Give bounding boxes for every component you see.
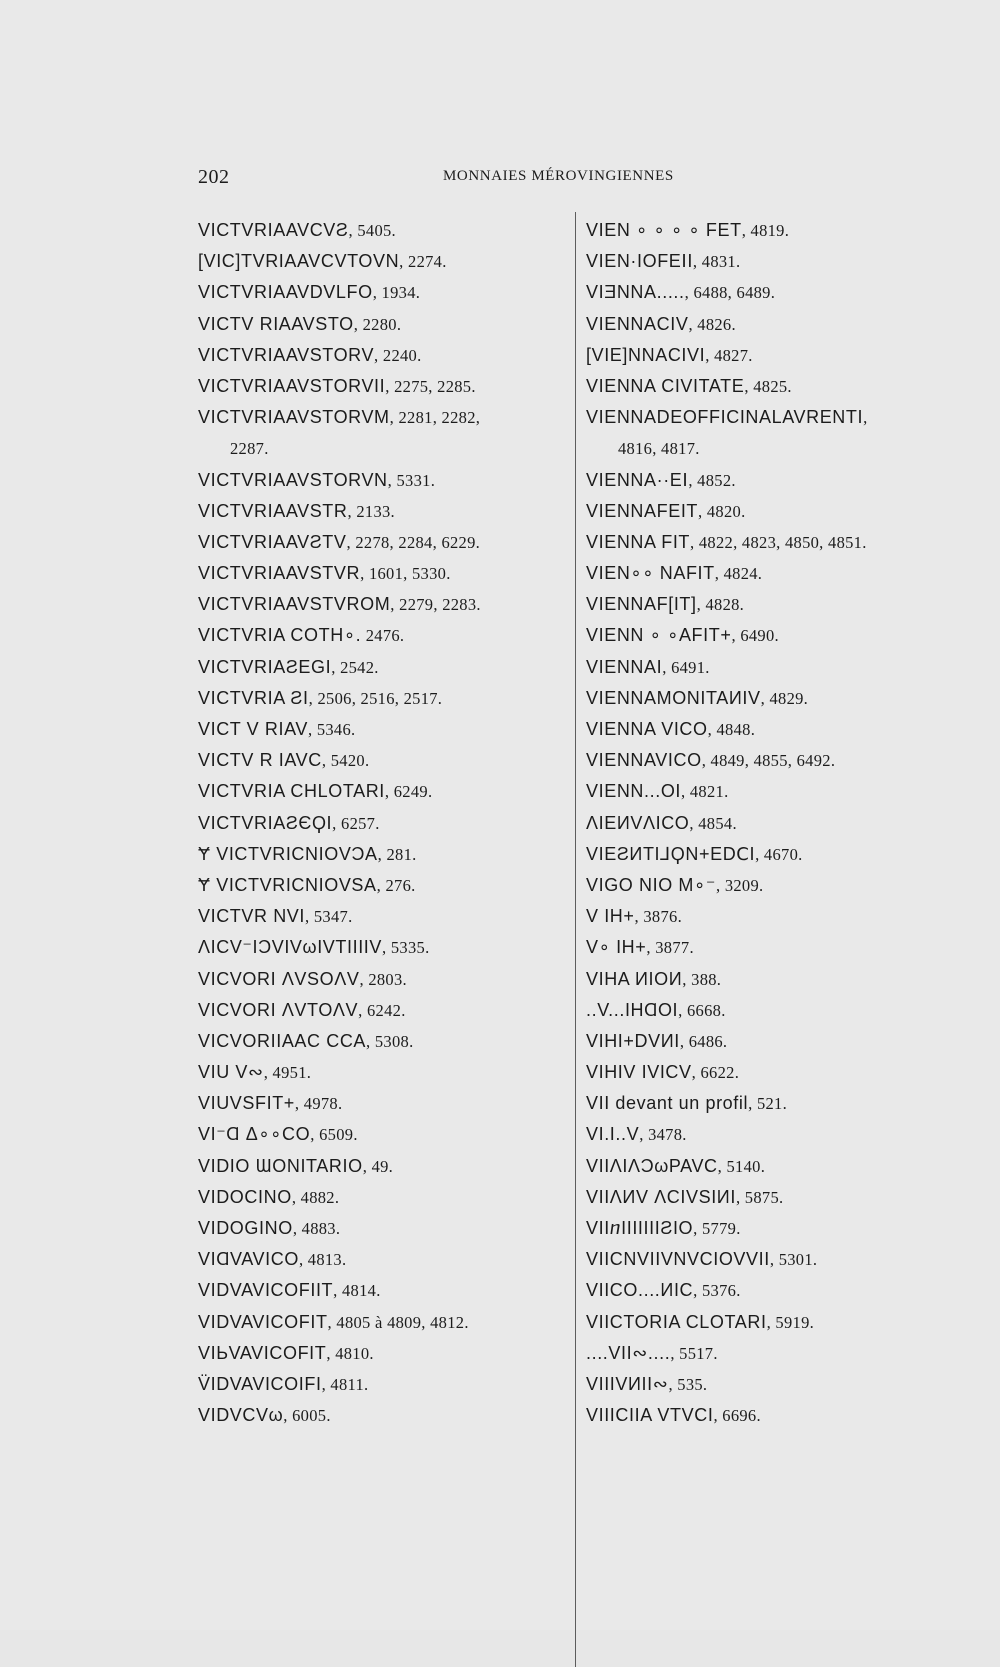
legend-entry bbox=[586, 683, 926, 714]
coin-legend: VIDOGINO bbox=[198, 1218, 293, 1238]
coin-legend: VIⱭVAVICO bbox=[198, 1249, 299, 1270]
coin-legend: VIGO NIO M∘⁻ bbox=[586, 874, 716, 895]
coin-references: , 4827. bbox=[705, 345, 753, 365]
coin-references: , 4978. bbox=[294, 1094, 343, 1114]
coin-legend: VICTVRIAAVDVLFO bbox=[198, 282, 373, 303]
coin-references: , 5405. bbox=[348, 221, 396, 240]
coin-legend: VIICO....ИIC bbox=[586, 1280, 694, 1301]
coin-legend: VIIΛIΛƆωPAVC bbox=[586, 1155, 718, 1176]
legend-entry bbox=[586, 1213, 926, 1244]
coin-legend: VI.I..V bbox=[586, 1124, 640, 1145]
coin-legend: VI⁻Ɑ Δ∘∘CO bbox=[198, 1124, 311, 1145]
coin-legend: VICTVRIA COTH∘. bbox=[198, 625, 362, 646]
legend-entry bbox=[198, 652, 568, 683]
legend-entry bbox=[586, 901, 926, 932]
coin-legend: VICTV RIAAVSTO bbox=[198, 313, 354, 334]
legend-entry bbox=[586, 340, 926, 371]
legend-entry bbox=[586, 620, 926, 651]
legend-entry bbox=[586, 870, 926, 901]
left-column bbox=[198, 215, 568, 1431]
page-number: 202 bbox=[198, 166, 230, 188]
legend-entry bbox=[586, 402, 926, 433]
coin-references: , 5347. bbox=[305, 907, 353, 927]
coin-legend: VICTVRIAAVSTORVN bbox=[198, 469, 388, 490]
legend-entry bbox=[198, 839, 568, 870]
coin-references: , 4882. bbox=[291, 1187, 340, 1207]
legend-entry bbox=[198, 465, 568, 496]
coin-references: , 4829. bbox=[760, 688, 809, 708]
legend-entry bbox=[586, 589, 926, 620]
coin-legend: VIU V∾ bbox=[198, 1062, 264, 1083]
coin-legend: Ɏ VICTVRICNIOVSA bbox=[198, 874, 377, 895]
coin-references: , 5301. bbox=[769, 1250, 818, 1270]
legend-entry bbox=[198, 932, 568, 963]
legend-entry bbox=[198, 371, 568, 402]
legend-entry bbox=[198, 1119, 568, 1150]
coin-references: , 281. bbox=[377, 844, 417, 864]
legend-entry bbox=[198, 1307, 568, 1338]
coin-references: 4816, 4817. bbox=[618, 439, 700, 459]
coin-legend: ..V...IHⱭOI bbox=[586, 999, 679, 1020]
coin-references: , 6486. bbox=[679, 1031, 728, 1051]
legend-entry bbox=[586, 1088, 926, 1119]
coin-references: , 4828. bbox=[696, 595, 745, 615]
coin-references: , 6257. bbox=[332, 813, 380, 833]
coin-legend: VIDIO ƜONITARIO bbox=[198, 1155, 363, 1176]
coin-legend: VIDVAVICOFIT bbox=[198, 1311, 328, 1332]
coin-references: , 5308. bbox=[366, 1031, 414, 1051]
coin-legend: VICTVRIAAVCVƧ bbox=[198, 220, 349, 240]
legend-entry bbox=[586, 776, 926, 807]
coin-references: , 6249. bbox=[384, 782, 433, 802]
legend-entry bbox=[198, 901, 568, 932]
coin-references: , 6490. bbox=[731, 626, 779, 646]
coin-legend: VICTVR NVI bbox=[198, 906, 306, 927]
coin-legend: VIDVAVICOFIIT bbox=[198, 1280, 334, 1301]
coin-references: 2476. bbox=[361, 626, 405, 646]
coin-legend: VIEN·IOFEⅠI bbox=[586, 251, 693, 272]
coin-legend: VIƎNNA..... bbox=[586, 282, 685, 303]
coin-references: , 3876. bbox=[634, 907, 683, 927]
coin-legend: Ɏ VICTVRICNIOVƆA bbox=[198, 843, 378, 864]
coin-references: , 6622. bbox=[691, 1063, 740, 1083]
legend-entry bbox=[586, 465, 926, 496]
coin-legend: VII devant un profil bbox=[586, 1093, 749, 1114]
coin-legend: VICT V RIAV bbox=[198, 719, 308, 739]
coin-references: , 4819. bbox=[741, 221, 790, 240]
legend-entry bbox=[586, 558, 926, 589]
legend-entry bbox=[198, 340, 568, 371]
legend-entry bbox=[586, 808, 926, 839]
coin-references: , 4826. bbox=[688, 314, 736, 334]
coin-legend: VIHA ИIOИ bbox=[586, 968, 683, 989]
legend-entry bbox=[586, 964, 926, 995]
coin-references: , 2240. bbox=[374, 345, 422, 365]
coin-legend: VICTVRIAƧЄϘI bbox=[198, 812, 333, 833]
coin-legend: VIENNA··EⅠ bbox=[586, 469, 689, 490]
legend-entry bbox=[198, 995, 568, 1026]
coin-references: , 4831. bbox=[692, 252, 741, 272]
coin-legend: VICTVRIAAVSTVROM bbox=[198, 594, 391, 615]
page-header bbox=[198, 166, 918, 192]
coin-references: , 6488, 6489. bbox=[684, 283, 776, 303]
coin-references: , 6509. bbox=[310, 1125, 358, 1145]
legend-entry bbox=[586, 1119, 926, 1150]
coin-references: , 5779. bbox=[693, 1219, 741, 1238]
coin-references: , 4824. bbox=[714, 564, 763, 584]
coin-references: , 535. bbox=[668, 1374, 708, 1394]
legend-entry bbox=[198, 1400, 568, 1431]
coin-legend: ....VII∾.... bbox=[586, 1342, 671, 1363]
coin-legend: VIIIVИII∾ bbox=[586, 1373, 669, 1394]
coin-references: , 2281, 2282, bbox=[389, 408, 481, 428]
coin-references: , 4670. bbox=[755, 844, 803, 864]
coin-references: , 5140. bbox=[717, 1156, 766, 1176]
coin-legend: VICTVRIAAVSTVR bbox=[198, 563, 361, 584]
coin-references: , bbox=[863, 408, 868, 428]
coin-references: , 6668. bbox=[678, 1000, 726, 1020]
coin-legend: VIЬVAVICOFIT bbox=[198, 1342, 327, 1363]
legend-entry bbox=[198, 277, 568, 308]
coin-references: , 4848. bbox=[707, 720, 756, 739]
coin-references: , 4821. bbox=[681, 782, 729, 802]
coin-references: , 49. bbox=[362, 1156, 394, 1176]
coin-legend: VICTVRIAAVSTORVII bbox=[198, 375, 386, 396]
coin-legend: VIENNAI bbox=[586, 656, 663, 677]
legend-entry bbox=[586, 371, 926, 402]
coin-legend: V IH+ bbox=[586, 906, 635, 927]
legend-entry bbox=[586, 277, 926, 308]
legend-entry bbox=[198, 1182, 568, 1213]
coin-references: , 4813. bbox=[298, 1250, 347, 1270]
coin-references: , 4825. bbox=[744, 376, 792, 396]
coin-references: , 5331. bbox=[387, 470, 436, 490]
coin-legend: VICTVRIAAVSTORV bbox=[198, 344, 375, 365]
coin-legend: VICVORIIAAC CCA bbox=[198, 1030, 367, 1051]
coin-legend: VICVORI ΛVTOΛV bbox=[198, 999, 359, 1020]
coin-references: , 6491. bbox=[662, 657, 710, 677]
coin-legend: VIENN ∘ ∘AFIT+ bbox=[586, 625, 732, 646]
coin-legend: VICVORI ΛVSOΛV bbox=[198, 968, 360, 989]
legend-entry bbox=[198, 496, 568, 527]
coin-legend: VIENNAVICO bbox=[586, 750, 702, 771]
coin-references: , 2274. bbox=[399, 252, 447, 272]
coin-legend: V∘ IH+ bbox=[586, 937, 647, 958]
coin-legend: VICTVRIA CHLOTARI bbox=[198, 781, 385, 802]
legend-entry bbox=[198, 964, 568, 995]
coin-legend: VICTV R IAVC bbox=[198, 750, 322, 771]
legend-entry bbox=[586, 1244, 926, 1275]
legend-entry bbox=[198, 620, 568, 651]
coin-references: , 4951. bbox=[263, 1063, 312, 1083]
legend-entry bbox=[586, 496, 926, 527]
coin-legend: VIEN ∘ ∘ ∘ ∘ FET bbox=[586, 220, 742, 240]
coin-references: , 1934. bbox=[372, 283, 421, 303]
coin-legend: VIHIV IVICV bbox=[586, 1062, 692, 1083]
coin-legend: VIENNA VICO bbox=[586, 719, 708, 739]
coin-references: , 2280. bbox=[353, 314, 402, 334]
legend-entry bbox=[586, 1338, 926, 1369]
legend-entry bbox=[198, 246, 568, 277]
coin-legend: VIENNA FIT bbox=[586, 531, 691, 552]
coin-legend: VIIICIIA VTVCI bbox=[586, 1405, 714, 1426]
coin-references: , 4852. bbox=[688, 470, 736, 490]
coin-references: , 4811. bbox=[321, 1374, 369, 1394]
legend-entry bbox=[198, 1057, 568, 1088]
entry-continuation bbox=[586, 433, 926, 464]
legend-entry bbox=[198, 1213, 568, 1244]
legend-entry bbox=[586, 1182, 926, 1213]
legend-entry bbox=[586, 1026, 926, 1057]
legend-entry bbox=[198, 1026, 568, 1057]
coin-references: , 2278, 2284, 6229. bbox=[346, 532, 481, 552]
coin-legend: ΛICV⁻IƆVIVωIVTIIIIV bbox=[198, 937, 383, 958]
coin-legend: VIENNAMONITAИIV bbox=[586, 687, 761, 708]
legend-entry bbox=[586, 1151, 926, 1182]
coin-legend: VIHI+DVИI bbox=[586, 1030, 680, 1051]
coin-references: , 4820. bbox=[698, 501, 746, 521]
legend-entry bbox=[198, 683, 568, 714]
coin-references: , 5346. bbox=[307, 720, 356, 739]
legend-entry bbox=[586, 714, 926, 745]
entry-continuation bbox=[198, 433, 568, 464]
legend-entry bbox=[586, 1275, 926, 1306]
coin-references: , 4814. bbox=[333, 1281, 381, 1301]
coin-references: , 4849, 4855, 6492. bbox=[701, 751, 836, 771]
coin-legend: VICTVRIA ƧI bbox=[198, 687, 309, 708]
coin-legend: VIENN...OI bbox=[586, 781, 682, 802]
coin-legend: VICTVRIAAVƧTV bbox=[198, 531, 347, 552]
legend-entry bbox=[586, 1400, 926, 1431]
coin-references: , 4854. bbox=[689, 813, 737, 833]
legend-entry bbox=[198, 1275, 568, 1306]
legend-entry bbox=[198, 1088, 568, 1119]
legend-entry bbox=[586, 246, 926, 277]
legend-entry bbox=[198, 1338, 568, 1369]
coin-references: , 4883. bbox=[292, 1219, 341, 1238]
coin-references: , 388. bbox=[682, 969, 722, 989]
coin-references: , 2803. bbox=[359, 969, 407, 989]
coin-references: , 6696. bbox=[713, 1406, 761, 1426]
coin-legend: VIUVSFIT+ bbox=[198, 1093, 295, 1114]
coin-references: , 5875. bbox=[735, 1187, 784, 1207]
coin-references: , 6242. bbox=[358, 1000, 406, 1020]
coin-references: , 3877. bbox=[646, 938, 694, 958]
coin-legend: VIIⴖIIIIIIIƧIO bbox=[586, 1218, 694, 1238]
coin-references: , 2542. bbox=[331, 657, 379, 677]
legend-entry bbox=[198, 402, 568, 433]
legend-entry bbox=[586, 215, 926, 246]
coin-legend: VIENNAF[IT] bbox=[586, 594, 697, 615]
coin-references: , 4810. bbox=[326, 1343, 374, 1363]
coin-legend: VIDVCVω bbox=[198, 1405, 284, 1426]
coin-legend: VICTVRIAAVSTORVM bbox=[198, 407, 390, 428]
coin-references: , 6005. bbox=[283, 1406, 331, 1426]
coin-references: , 2279, 2283. bbox=[390, 595, 481, 615]
coin-legend: VICTVRIAAVSTR bbox=[198, 500, 348, 521]
legend-entry bbox=[586, 932, 926, 963]
coin-legend: VIEN∘∘ NAFIT bbox=[586, 563, 715, 584]
coin-references: , 2275, 2285. bbox=[385, 376, 476, 396]
coin-legend: VIIΛИV ΛCIVSIИI bbox=[586, 1186, 736, 1207]
legend-entry bbox=[586, 839, 926, 870]
coin-references: , 276. bbox=[376, 875, 416, 895]
legend-entry bbox=[586, 309, 926, 340]
legend-entry bbox=[198, 215, 568, 246]
legend-entry bbox=[198, 309, 568, 340]
coin-legend: [VIE]NNACIVI bbox=[586, 344, 706, 365]
legend-entry bbox=[198, 745, 568, 776]
legend-entry bbox=[198, 558, 568, 589]
legend-entry bbox=[198, 714, 568, 745]
coin-references: , 5376. bbox=[693, 1281, 741, 1301]
legend-entry bbox=[586, 995, 926, 1026]
coin-references: , 3209. bbox=[715, 875, 764, 895]
coin-references: , 1601, 5330. bbox=[360, 564, 451, 584]
legend-entry bbox=[198, 776, 568, 807]
coin-legend: VIEƧИTI⅃ϘN+EDⅭI bbox=[586, 843, 756, 864]
legend-entry bbox=[586, 527, 926, 558]
coin-references: , 5517. bbox=[670, 1343, 718, 1363]
running-title: MONNAIES MÉROVINGIENNES bbox=[443, 168, 674, 184]
legend-entry bbox=[586, 1057, 926, 1088]
coin-references: , 5420. bbox=[321, 751, 370, 771]
legend-entry bbox=[198, 1369, 568, 1400]
coin-legend: VICTVRIAƧEGI bbox=[198, 656, 332, 677]
coin-references: 2287. bbox=[230, 439, 269, 459]
coin-references: , 4822, 4823, 4850, 4851. bbox=[690, 532, 867, 552]
coin-references: , 2133. bbox=[347, 501, 395, 521]
coin-references: , 3478. bbox=[639, 1125, 687, 1145]
legend-entry bbox=[198, 527, 568, 558]
coin-legend: VIENNACIV bbox=[586, 313, 689, 334]
legend-entry bbox=[198, 1244, 568, 1275]
legend-entry bbox=[586, 652, 926, 683]
coin-legend: VIICTORIA CLOTARI bbox=[586, 1311, 767, 1332]
coin-references: , 5335. bbox=[382, 938, 430, 958]
legend-entry bbox=[198, 870, 568, 901]
right-column bbox=[586, 215, 926, 1431]
coin-references: , 5919. bbox=[766, 1312, 815, 1332]
legend-entry bbox=[198, 808, 568, 839]
legend-entry bbox=[198, 589, 568, 620]
coin-legend: VIICNVIIVNVCIOVVII bbox=[586, 1249, 770, 1270]
legend-entry bbox=[586, 745, 926, 776]
coin-references: , 2506, 2516, 2517. bbox=[308, 688, 443, 708]
column-divider bbox=[575, 212, 576, 1667]
coin-legend: V̈IDVAVICOIFI bbox=[198, 1373, 322, 1394]
coin-legend: VIDOCINO bbox=[198, 1186, 292, 1207]
coin-references: , 4805 à 4809, 4812. bbox=[327, 1312, 469, 1332]
coin-legend: [VIC]TVRIAAVCVTOVN bbox=[198, 251, 400, 272]
legend-entry bbox=[586, 1369, 926, 1400]
legend-entry bbox=[198, 1151, 568, 1182]
coin-legend: ΛIEИVΛICO bbox=[586, 812, 690, 833]
coin-legend: VIENNA CIVITATE bbox=[586, 375, 745, 396]
coin-legend: VIENNAFEIT bbox=[586, 500, 699, 521]
legend-entry bbox=[586, 1307, 926, 1338]
coin-legend: VIENNADEOFFICINALAVRENTI bbox=[586, 407, 864, 428]
coin-references: , 521. bbox=[748, 1094, 788, 1114]
